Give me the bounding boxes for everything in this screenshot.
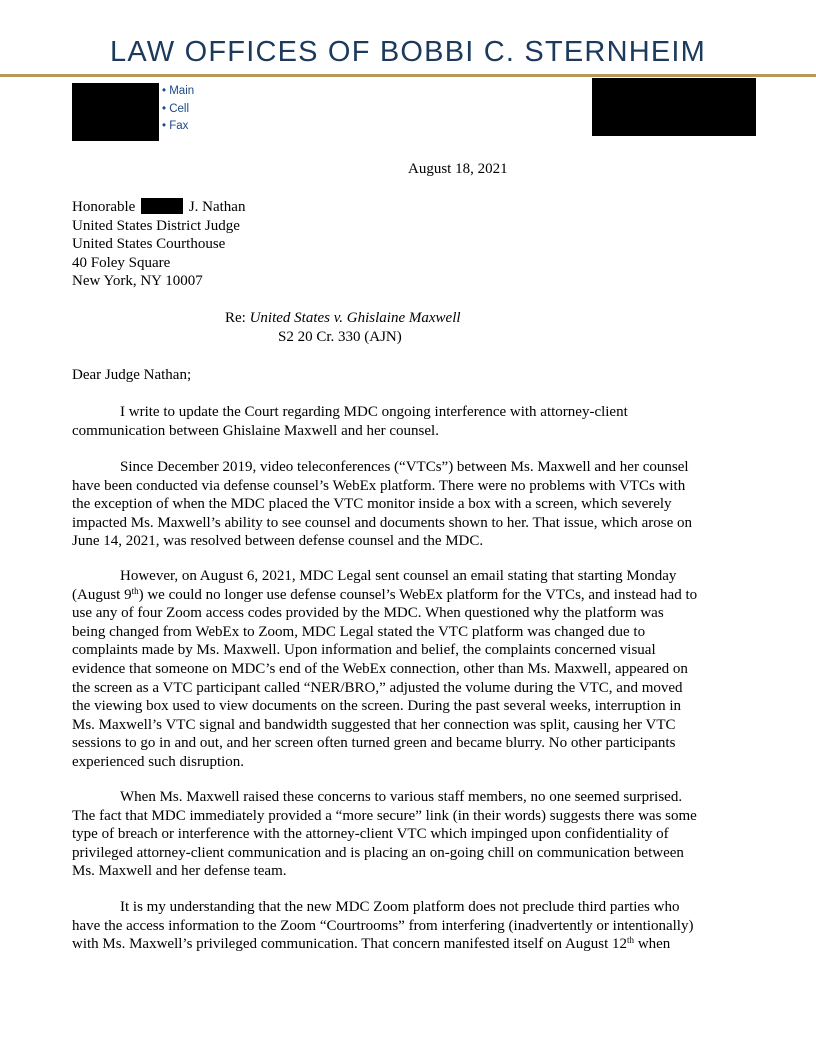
letter-date: August 18, 2021 bbox=[408, 161, 508, 177]
redaction-address-block bbox=[592, 78, 756, 136]
paragraph-1: I write to update the Court regarding MDC ongoing interference with attorney-client communication between Ghislaine Maxwell and her counsel. bbox=[72, 404, 628, 439]
contact-label-fax: • Fax bbox=[162, 120, 189, 132]
paragraph-2: Since December 2019, video teleconferences (“VTCs”) between Ms. Maxwell and her counsel have been conducted via defense counsel’s WebEx platform. There were no problems with VTCs with the exception of when the MDC placed the VTC monitor inside a box with a screen, which severely impacted Ms. Maxwell’s ability to see counsel and documents shown to her. That issue, which arose on June 14, 2021, was resolved between defense counsel and the MDC. bbox=[72, 459, 693, 550]
redaction-first-name bbox=[141, 198, 183, 214]
recipient-address bbox=[72, 198, 245, 291]
contact-label-main: • Main bbox=[162, 85, 195, 97]
address-line-5: New York, NY 10007 bbox=[72, 273, 203, 290]
address-line-1: Honorable J. Nathan bbox=[72, 199, 246, 215]
address-line-4: 40 Foley Square bbox=[72, 254, 171, 271]
re-line bbox=[225, 309, 461, 346]
re-label: Re: bbox=[225, 310, 250, 326]
paragraph-3: However, on August 6, 2021, MDC Legal sent counsel an email stating that starting Monday (August 9th) we could no longer use defense counsel’s WebEx platform for the VTCs, and instead had to use any of four Zoom access codes provided by the MDC. When questioned why the platform was being changed from WebEx to Zoom, MDC Legal stated the VTC platform was changed due to complaints made by Ms. Maxwell. Upon information and belief, the complaints concerned visual evidence that someone on MDC’s end of the WebEx connection, other than Ms. Maxwell, appeared on the screen as a VTC participant called “NER/BRO,” adjusted the volume during the VTC, and moved the viewing box used to view documents on the screen. During the past several weeks, interruption in Ms. Maxwell’s VTC signal and bandwidth suggested that her connection was split, causing her VTC sessions to go in and out, and her screen often turned green and became blurry. No other participants experienced such disruption. bbox=[72, 568, 698, 770]
contact-label-cell: • Cell bbox=[162, 102, 190, 115]
redaction-phone-numbers bbox=[72, 83, 159, 141]
contact-labels bbox=[162, 83, 194, 136]
address-line-3: United States Courthouse bbox=[72, 236, 226, 253]
letterhead-rule bbox=[0, 74, 816, 77]
paragraph-4: When Ms. Maxwell raised these concerns to various staff members, no one seemed surprised. The fact that MDC immediately provided a “more secure” link (in their words) suggests there was some type of breach or interference with the attorney-client VTC which impinged upon confidentiality of privileged attorney-client communication and is placing an on-going chill on communication between Ms. Maxwell and her defense team. bbox=[72, 789, 697, 880]
firm-name: LAW OFFICES OF BOBBI C. STERNHEIM bbox=[109, 36, 707, 68]
salutation: Dear Judge Nathan; bbox=[72, 367, 192, 383]
case-name: United States v. Ghislaine Maxwell bbox=[249, 310, 461, 326]
case-number: S2 20 Cr. 330 (AJN) bbox=[278, 328, 402, 345]
address-line-2: United States District Judge bbox=[72, 217, 240, 234]
paragraph-5: It is my understanding that the new MDC Zoom platform does not preclude third parties who have the access information to the Zoom “Courtrooms” from interfering (inadvertently or intentionally) with Ms. Maxwell’s privileged communication. That concern manifested itself on August 12th when bbox=[72, 899, 694, 953]
